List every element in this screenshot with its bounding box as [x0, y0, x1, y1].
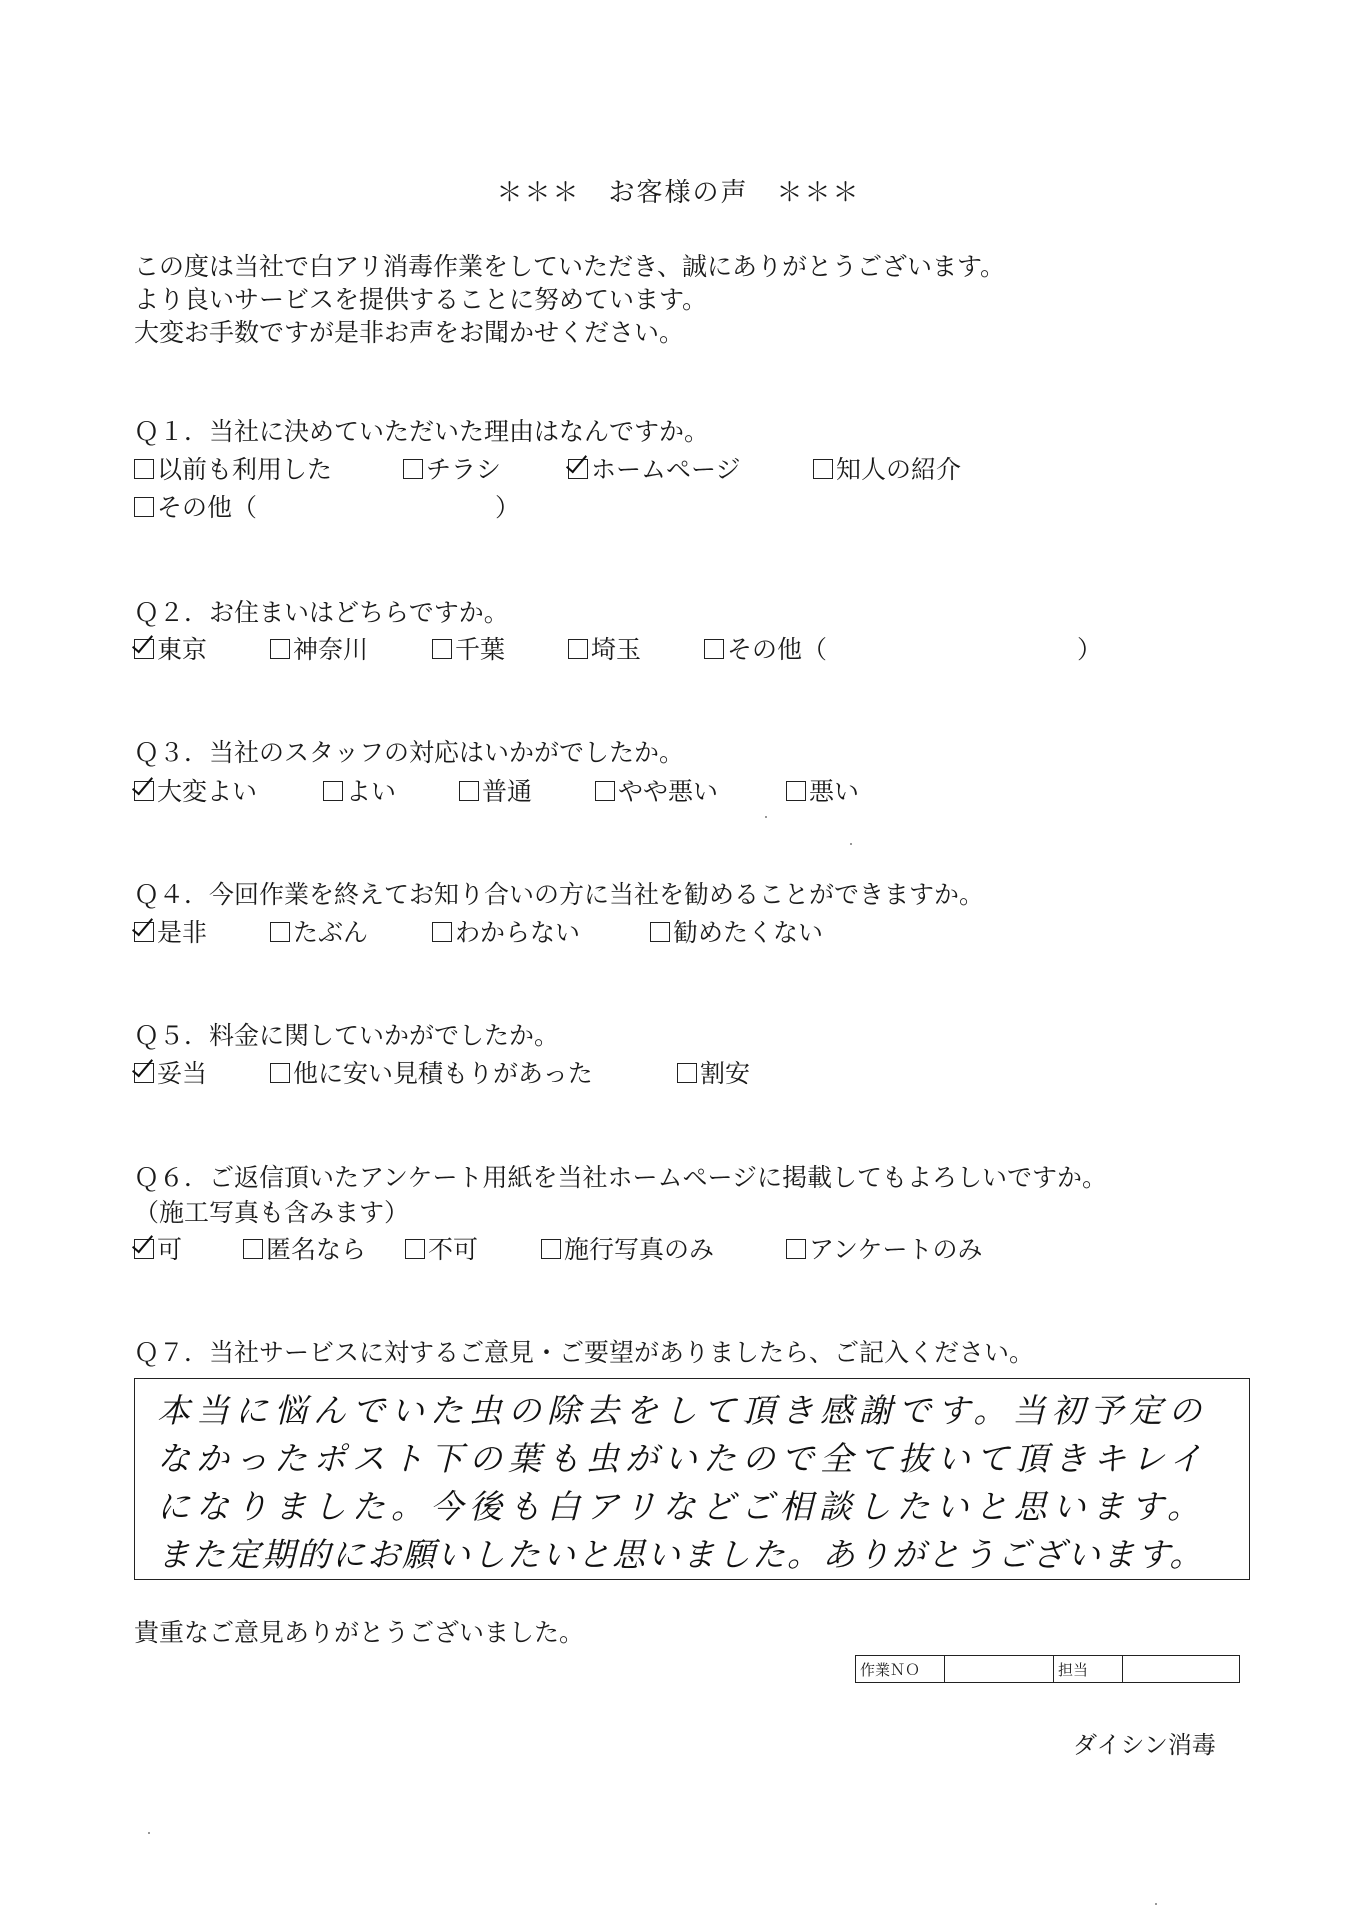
q3-option-bad[interactable]: 悪い — [786, 772, 859, 808]
page-title: ＊＊＊ お客様の声 ＊＊＊ — [496, 178, 861, 208]
checkbox[interactable] — [595, 781, 615, 801]
q1-option-previous-use[interactable]: 以前も利用した — [134, 450, 332, 486]
q3-option-good[interactable]: よい — [323, 772, 396, 808]
checkbox[interactable] — [243, 1239, 263, 1259]
checkbox[interactable] — [270, 1063, 290, 1083]
checkbox[interactable] — [405, 1239, 425, 1259]
q4-question: Ｑ４．今回作業を終えてお知り合いの方に当社を勧めることができますか。 — [134, 880, 985, 909]
checkbox[interactable] — [134, 459, 154, 479]
q1-option-flyer[interactable]: チラシ — [403, 450, 501, 486]
q3-question: Ｑ３．当社のスタッフの対応はいかがでしたか。 — [134, 738, 685, 767]
work-no-label: 作業ＮＯ — [856, 1656, 945, 1683]
scan-speck — [850, 843, 852, 845]
q3-option-somewhat-bad[interactable]: やや悪い — [595, 772, 718, 808]
q2-option-tokyo[interactable]: 東京 — [134, 630, 207, 666]
work-no-field[interactable] — [945, 1656, 1054, 1683]
checkbox-checked[interactable] — [134, 639, 154, 659]
checkbox[interactable] — [432, 639, 452, 659]
comment-line-3: になりました。今後も白アリなどご相談したいと思います。 — [157, 1487, 1207, 1526]
intro-line-3: 大変お手数ですが是非お声をお聞かせください。 — [134, 318, 685, 347]
checkbox[interactable] — [704, 639, 724, 659]
intro-line-2: より良いサービスを提供することに努めています。 — [134, 285, 708, 314]
q1-option-referral[interactable]: 知人の紹介 — [813, 450, 961, 486]
staff-label: 担当 — [1054, 1656, 1123, 1683]
q4-option-probably[interactable]: たぶん — [270, 913, 368, 949]
q2-option-other[interactable]: その他（ ） — [704, 630, 1102, 666]
q6-option-survey-only[interactable]: アンケートのみ — [786, 1230, 983, 1266]
comment-box[interactable] — [134, 1378, 1250, 1580]
checkbox[interactable] — [432, 922, 452, 942]
checkbox[interactable] — [270, 639, 290, 659]
checkbox[interactable] — [134, 497, 154, 517]
q2-option-chiba[interactable]: 千葉 — [432, 630, 505, 666]
checkbox[interactable] — [786, 1239, 806, 1259]
scan-speck — [1155, 1903, 1157, 1905]
comment-line-4: また定期的にお願いしたいと思いました。ありがとうございます。 — [157, 1535, 1205, 1574]
q3-option-very-good[interactable]: 大変よい — [134, 772, 257, 808]
checkbox[interactable] — [323, 781, 343, 801]
q5-option-reasonable[interactable]: 妥当 — [134, 1054, 207, 1090]
q4-option-definitely[interactable]: 是非 — [134, 913, 207, 949]
q1-option-other[interactable]: その他（ ） — [134, 488, 520, 524]
checkbox[interactable] — [541, 1239, 561, 1259]
comment-line-1: 本当に悩んでいた虫の除去をして頂き感謝です。当初予定の — [157, 1391, 1208, 1430]
checkbox[interactable] — [459, 781, 479, 801]
checkbox[interactable] — [650, 922, 670, 942]
q6-option-no[interactable]: 不可 — [405, 1230, 478, 1266]
checkbox-checked[interactable] — [134, 1063, 154, 1083]
q6-option-photos-only[interactable]: 施行写真のみ — [541, 1230, 714, 1266]
checkbox-checked[interactable] — [568, 459, 588, 479]
q5-question: Ｑ５．料金に関していかがでしたか。 — [134, 1021, 560, 1050]
scan-speck — [148, 1832, 150, 1834]
checkbox[interactable] — [403, 459, 423, 479]
checkbox[interactable] — [813, 459, 833, 479]
checkbox-checked[interactable] — [134, 781, 154, 801]
scan-speck — [765, 816, 767, 818]
q6-option-ok[interactable]: 可 — [134, 1230, 182, 1266]
q6-question: Ｑ６．ご返信頂いたアンケート用紙を当社ホームページに掲載してもよろしいですか。 — [134, 1163, 1108, 1192]
q2-question: Ｑ２．お住まいはどちらですか。 — [134, 598, 509, 627]
intro-line-1: この度は当社で白アリ消毒作業をしていただき、誠にありがとうございます。 — [134, 252, 1006, 281]
q2-option-kanagawa[interactable]: 神奈川 — [270, 630, 368, 666]
checkbox-checked[interactable] — [134, 922, 154, 942]
q6-sub: （施工写真も含みます） — [134, 1198, 410, 1227]
q7-question: Ｑ７．当社サービスに対するご意見・ご要望がありましたら、ご記入ください。 — [134, 1338, 1035, 1367]
q5-option-cheap[interactable]: 割安 — [677, 1054, 750, 1090]
staff-field[interactable] — [1123, 1656, 1240, 1683]
checkbox[interactable] — [786, 781, 806, 801]
company-name: ダイシン消毒 — [1073, 1731, 1216, 1759]
thanks-text: 貴重なご意見ありがとうございました。 — [134, 1618, 585, 1647]
q6-option-anonymous[interactable]: 匿名なら — [243, 1230, 366, 1266]
stamp-table — [855, 1655, 1240, 1683]
checkbox[interactable] — [270, 922, 290, 942]
q4-option-would-not[interactable]: 勧めたくない — [650, 913, 823, 949]
q4-option-not-sure[interactable]: わからない — [432, 913, 580, 949]
checkbox[interactable] — [677, 1063, 697, 1083]
checkbox-checked[interactable] — [134, 1239, 154, 1259]
checkbox[interactable] — [568, 639, 588, 659]
q5-option-cheaper-estimate[interactable]: 他に安い見積もりがあった — [270, 1054, 593, 1090]
q2-option-saitama[interactable]: 埼玉 — [568, 630, 641, 666]
q1-question: Ｑ１．当社に決めていただいた理由はなんですか。 — [134, 417, 710, 446]
q1-option-homepage[interactable]: ホームページ — [568, 450, 741, 486]
comment-line-2: なかったポスト下の葉も虫がいたので全て抜いて頂きキレイ — [157, 1439, 1209, 1478]
q3-option-normal[interactable]: 普通 — [459, 772, 532, 808]
